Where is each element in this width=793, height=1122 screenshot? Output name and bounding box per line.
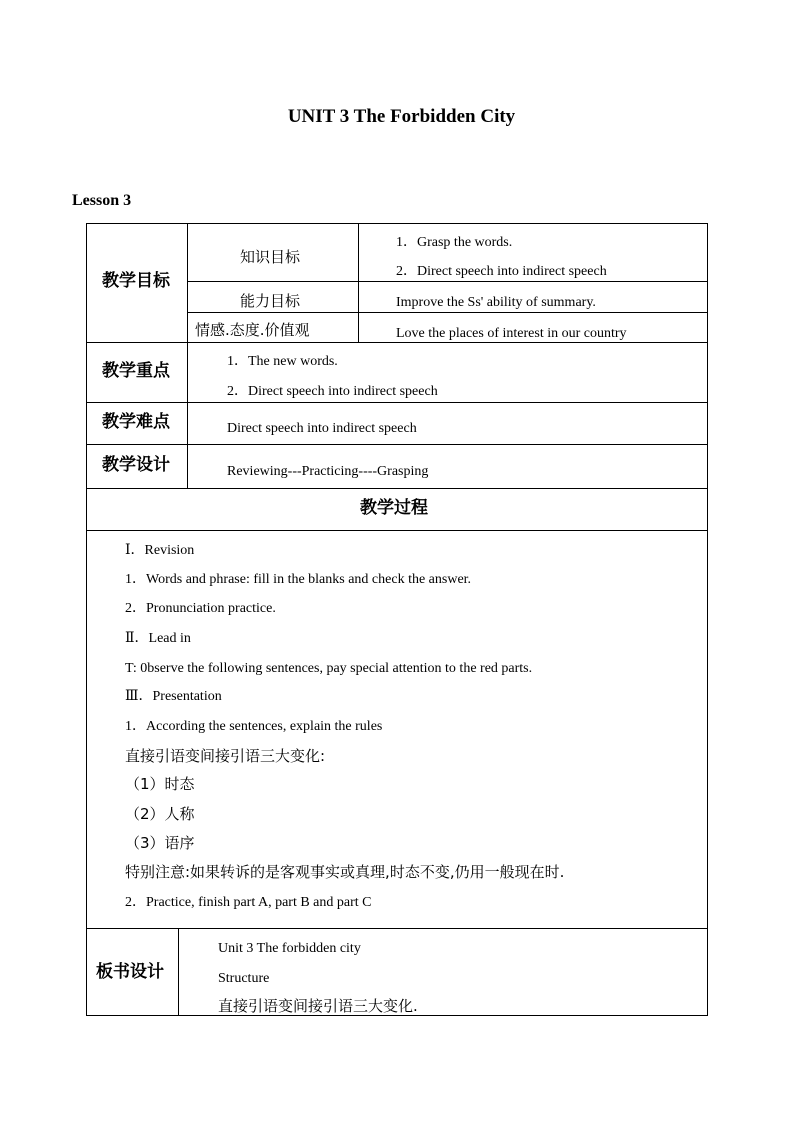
key-points-label: 教学重点 [102, 361, 170, 381]
ability-text: Improve the Ss' ability of summary. [396, 295, 596, 310]
difficulty-label: 教学难点 [102, 412, 170, 432]
knowledge-item-2: 2．Direct speech into indirect speech [396, 264, 607, 279]
board-line-2: Structure [218, 971, 270, 986]
design-text: Reviewing---Practicing----Grasping [227, 464, 429, 479]
board-line-3: 直接引语变间接引语三大变化. [218, 997, 418, 1015]
divider [187, 281, 708, 282]
design-label: 教学设计 [102, 455, 170, 475]
difficulty-text: Direct speech into indirect speech [227, 421, 417, 436]
key-point-1: 1．The new words. [227, 354, 338, 369]
process-line: （2）人称 [125, 805, 195, 823]
process-line: T: 0bserve the following sentences, pay special attention to the red parts. [125, 661, 533, 676]
process-line: Ⅱ．Lead in [125, 631, 191, 646]
process-line: Ⅰ．Revision [125, 543, 195, 558]
divider [187, 312, 708, 313]
process-line: 2．Pronunciation practice. [125, 601, 276, 616]
divider [187, 444, 188, 488]
board-line-1: Unit 3 The forbidden city [218, 941, 361, 956]
process-line: 直接引语变间接引语三大变化: [125, 747, 326, 765]
process-line: 特别注意:如果转诉的是客观事实或真理,时态不变,仍用一般现在时. [125, 863, 565, 881]
divider [358, 223, 359, 342]
divider [86, 530, 708, 531]
divider [187, 402, 188, 444]
divider [86, 928, 708, 929]
lesson-heading: Lesson 3 [72, 192, 132, 209]
document-title: UNIT 3 The Forbidden City [287, 106, 516, 127]
knowledge-label: 知识目标 [240, 248, 301, 266]
process-line: 1．Words and phrase: fill in the blanks and check the answer. [125, 572, 472, 587]
process-header: 教学过程 [360, 498, 428, 518]
objectives-label: 教学目标 [102, 271, 170, 291]
process-line: （1）时态 [125, 775, 195, 793]
divider [86, 444, 708, 445]
process-line: （3）语序 [125, 834, 195, 852]
attitude-label: 情感.态度.价值观 [195, 321, 310, 339]
knowledge-item-1: 1．Grasp the words. [396, 235, 513, 250]
divider [86, 342, 708, 343]
key-point-2: 2．Direct speech into indirect speech [227, 384, 438, 399]
board-label: 板书设计 [96, 962, 164, 982]
divider [86, 488, 708, 489]
ability-label: 能力目标 [240, 292, 301, 310]
divider [178, 928, 179, 1015]
table-border-top [86, 223, 708, 224]
table-border-bottom [86, 1015, 708, 1016]
process-line: 2．Practice, finish part A, part B and part C [125, 895, 372, 910]
attitude-text: Love the places of interest in our country [396, 326, 627, 341]
process-line: Ⅲ．Presentation [125, 689, 222, 704]
divider [86, 402, 708, 403]
process-line: 1．According the sentences, explain the rules [125, 719, 383, 734]
